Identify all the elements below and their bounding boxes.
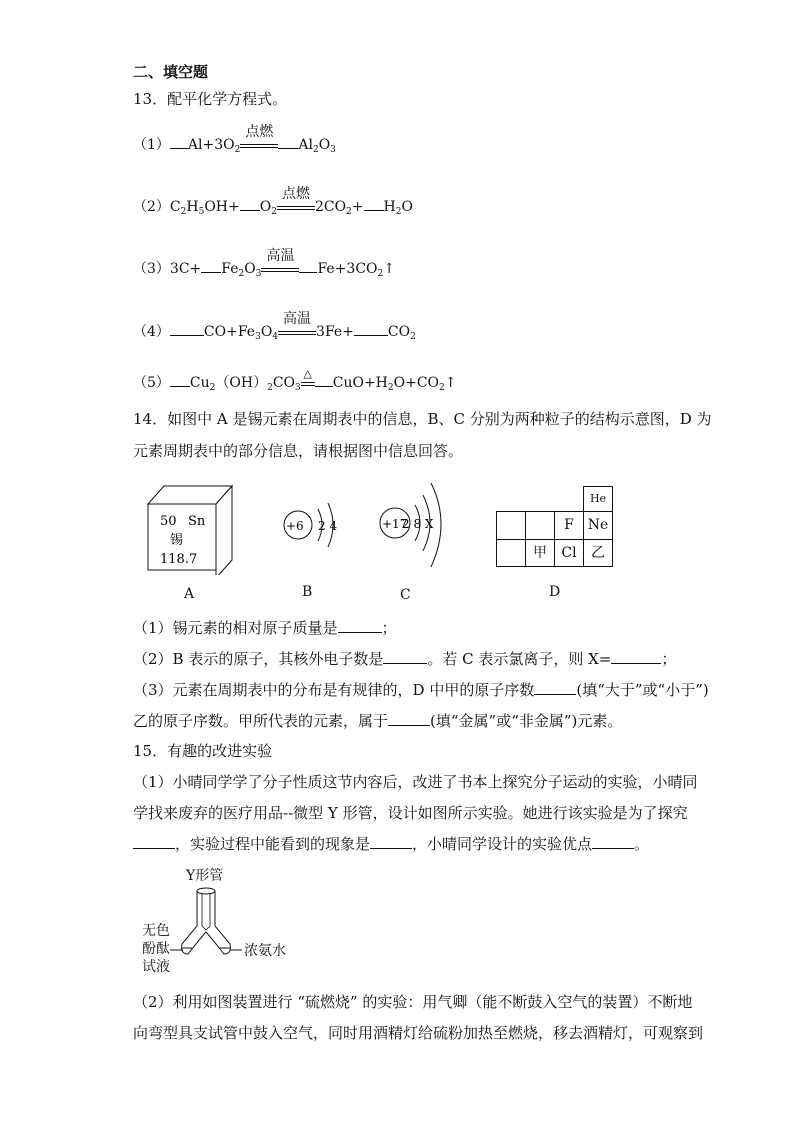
cell-cl: Cl (554, 539, 584, 567)
condition-heat: △ (301, 373, 315, 393)
figure-a-tin-cube (140, 480, 240, 575)
y-tube-right-label: 浓氨水 (244, 943, 286, 959)
cell-empty (496, 539, 526, 567)
y-tube-left-label: 无色 酚酞 试液 (142, 923, 170, 975)
b-shells: 2 4 (318, 519, 338, 533)
condition-high-temp: 高温 (261, 259, 299, 279)
figure-c-label: C (400, 587, 411, 603)
figure-d-label: D (549, 584, 561, 600)
q15-stem: 15．有趣的改进实验 (133, 742, 273, 760)
c-shells: 2 8 X (402, 517, 434, 531)
q15-p1-line3: ，实验过程中能看到的现象是 ，小晴同学设计的实验优点 。 (133, 834, 649, 854)
section-title: 二、填空题 (133, 63, 209, 81)
y-tube-figure (170, 884, 250, 964)
cell-he: He (583, 486, 613, 512)
tin-name: 锡 (170, 533, 184, 548)
q15-p2-line2: 向弯型具支试管中鼓入空气，同时用酒精灯给硫粉加热至燃烧，移去酒精灯，可观察到 (133, 1024, 704, 1042)
q14-sub2: （2）B 表示的原子，其核外电子数是 。若 C 表示氯离子，则 X= ； (133, 650, 677, 668)
condition-ignite: 点燃 (240, 135, 278, 155)
cell-ne: Ne (583, 511, 613, 540)
q13-equation-1: （1） $Al+3O_2$ 点燃 $Al_2O_3$ (133, 124, 336, 155)
q14-sub1: （1）锡元素的相对原子质量是 ； (133, 619, 397, 637)
figure-c-atom (375, 475, 465, 580)
q15-p2-line1: （2）利用如图装置进行 “硫燃烧” 的实验：用气卿（能不断鼓入空气的装置）不断地 (133, 993, 693, 1011)
b-nucleus: +6 (286, 519, 304, 533)
q14-stem-line1: 14．如图中 A 是锡元素在周期表中的信息，B、C 分别为两种粒子的结构示意图，D 为 (133, 410, 712, 428)
q13-stem: 13．配平化学方程式。 (133, 90, 288, 108)
figure-b-label: B (302, 584, 313, 600)
q15-p1-line2: 学找来废弃的医疗用品--微型 Y 形管，设计如图所示实验。她进行该实验是为了探究 (133, 804, 688, 822)
condition-ignite: 点燃 (277, 197, 315, 217)
cell-f: F (554, 511, 584, 540)
q14-stem-line2: 元素周期表中的部分信息，请根据图中信息回答。 (133, 442, 464, 460)
tin-symbol: Sn (188, 514, 206, 529)
q13-equation-3: $(3)3C+ Fe_2O_3$ 高温 $Fe+3CO_2↑$ (133, 248, 395, 279)
condition-high-temp: 高温 (278, 322, 316, 342)
cell-empty (496, 511, 526, 540)
q14-sub3-line1: （3）元素在周期表中的分布是有规律的，D 中甲的原子序数 (填“大于”或“小于”) (133, 681, 709, 699)
q15-p1-line1: （1）小晴同学学了分子性质这节内容后，改进了书本上探究分子运动的实验，小晴同 (133, 773, 698, 791)
cell-jia: 甲 (525, 539, 555, 567)
figure-b-atom (280, 495, 360, 565)
q13-equation-5: （5） $Cu_2(OH)_2CO_3$ △ $CuO+H_2O+CO_2↑$ (133, 367, 457, 393)
cell-empty (525, 511, 555, 540)
q13-equation-4: （4） $CO+Fe_3O_4$ 高温 $3Fe+ CO_2$ (133, 311, 416, 342)
c-nucleus: +17 (382, 517, 408, 531)
tin-atomic-number: 50 (160, 514, 177, 529)
y-tube-title: Y形管 (186, 868, 224, 884)
q14-sub3-line2: 乙的原子序数。甲所代表的元素，属于 (填“金属”或“非金属”)元素。 (133, 712, 623, 730)
tin-mass: 118.7 (160, 552, 198, 567)
cell-yi: 乙 (583, 539, 613, 567)
q13-equation-2: $(2)C_2H_5OH+ O_2$ 点燃 $2CO_2+ H_2O$ (133, 186, 413, 217)
figure-a-label: A (184, 586, 195, 602)
